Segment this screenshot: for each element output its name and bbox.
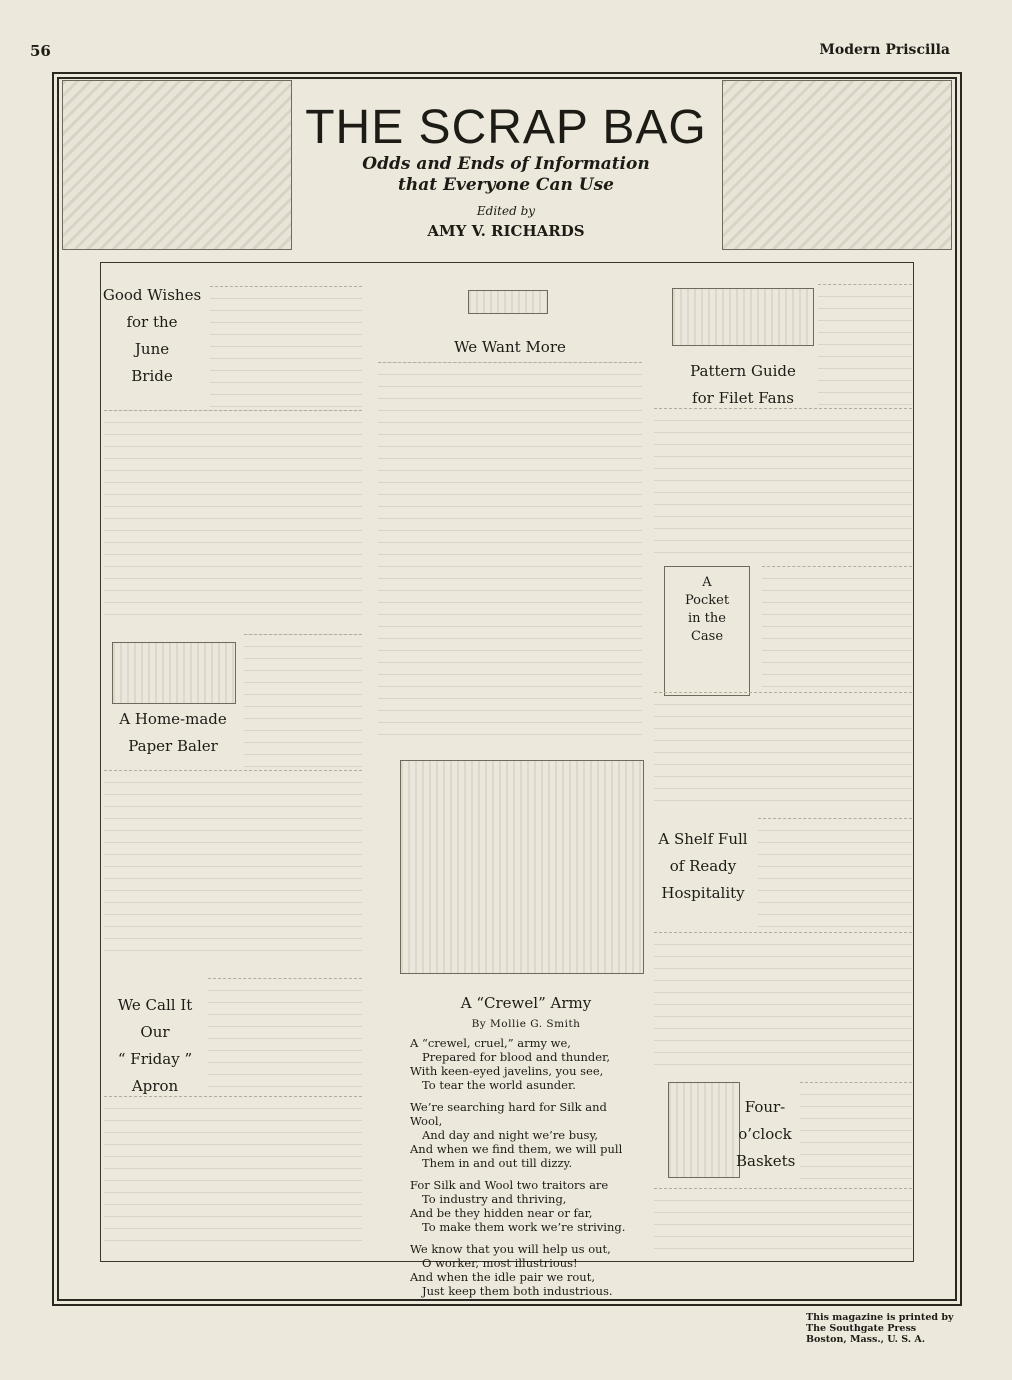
body-text-omitted [104,770,362,961]
heading-line: We Call It [117,996,193,1014]
heading-line: for Filet Fans [692,389,794,407]
body-text-omitted [244,634,362,767]
printer-note-line: The Southgate Press [806,1323,917,1334]
header-illustration-left [62,80,292,250]
printer-note-line: This magazine is printed by [806,1312,954,1323]
heading-line: Four- [744,1098,786,1116]
paper-baler-drawing [112,642,236,704]
poem-line: Prepared for blood and thunder, [422,1050,610,1064]
page-number: 56 [30,42,51,60]
heading-line: o’clock [738,1125,792,1143]
body-text-omitted [654,932,912,1071]
poem-stanza [410,1178,642,1234]
body-text-omitted [378,362,642,735]
masthead-subtitle-line: that Everyone Can Use [398,175,614,195]
heading-line: Baskets [736,1152,796,1170]
poem-line: For Silk and Wool two traitors are [410,1178,609,1192]
heading-line: Our [140,1023,170,1041]
hanging-basket-drawing [668,1082,740,1178]
poem-line: A “crewel, cruel,” army we, [410,1036,571,1050]
poem-byline: By Mollie G. Smith [471,1018,581,1030]
poem-line: To tear the world asunder. [422,1078,576,1092]
body-text-omitted [210,286,362,409]
body-text-omitted [800,1082,912,1187]
poem-line: We know that you will help us out, [410,1242,611,1256]
heading-good-wishes [100,282,204,390]
header-illustration-right [722,80,952,250]
body-text-omitted [654,1188,912,1255]
heading-four-oclock [736,1094,794,1175]
heading-pattern-guide [668,358,818,412]
body-text-omitted [104,1096,362,1251]
poem-line: To industry and thriving, [422,1192,567,1206]
masthead-title: THE SCRAP BAG [305,101,707,154]
heading-line: Pocket [684,593,730,608]
poem-line: And when we find them, we will pull [410,1142,623,1156]
body-text-omitted [208,978,362,1093]
body-text-omitted [104,410,362,615]
body-text-omitted [654,692,912,807]
heading-line: Good Wishes [102,286,202,304]
editor-name: AMY V. RICHARDS [427,222,585,240]
edited-by-label: Edited by [476,204,536,218]
poem-line: To make them work we’re striving. [422,1220,626,1234]
body-text-omitted [654,408,912,555]
poem-line: O worker, most illustrious! [422,1256,578,1270]
heading-friday-apron [106,992,204,1100]
heading-line: of Ready [669,857,737,875]
body-text-omitted [818,284,912,407]
heading-line: for the [126,313,178,331]
heading-pocket-case [664,574,750,646]
filet-fan-drawing [672,288,814,346]
printer-note [806,1312,966,1345]
poem-text [410,1036,642,1306]
poem-stanza [410,1242,642,1298]
masthead-subtitle-line: Odds and Ends of Information [362,154,650,174]
heading-line: Paper Baler [128,737,218,755]
heading-line: A Home-made [119,710,227,728]
toy-soldiers-drawing [400,760,644,974]
poem-line: Just keep them both industrious. [422,1284,613,1298]
heading-line: Hospitality [661,884,745,902]
heading-line: in the [688,611,726,626]
heading-line: “ Friday ” [117,1050,193,1068]
heading-line: Pattern Guide [690,362,796,380]
body-text-omitted [758,818,912,931]
heading-paper-baler [106,706,240,760]
heading-we-want-more: We Want More [454,338,566,356]
poem-line: With keen-eyed javelins, you see, [410,1064,604,1078]
masthead-subtitle [300,154,712,196]
body-text-omitted [762,566,912,691]
poem-line: And day and night we’re busy, [422,1128,599,1142]
heading-line: Apron [131,1077,179,1095]
heading-crewel-army: A “Crewel” Army [460,994,592,1012]
heading-line: Case [690,629,724,644]
poem-line: We’re searching hard for Silk and Wool, [410,1100,607,1128]
heading-shelf-full [652,826,754,907]
magazine-name: Modern Priscilla [819,42,950,58]
heading-line: A [702,575,712,590]
poem-stanza [410,1036,642,1092]
printer-note-line: Boston, Mass., U. S. A. [806,1334,926,1345]
ornament-vignette [468,290,548,314]
poem-line: Them in and out till dizzy. [422,1156,573,1170]
poem-stanza [410,1100,642,1170]
heading-line: Bride [131,367,173,385]
heading-line: A Shelf Full [658,830,748,848]
poem-line: And be they hidden near or far, [410,1206,593,1220]
heading-line: June [134,340,170,358]
poem-line: And when the idle pair we rout, [410,1270,595,1284]
